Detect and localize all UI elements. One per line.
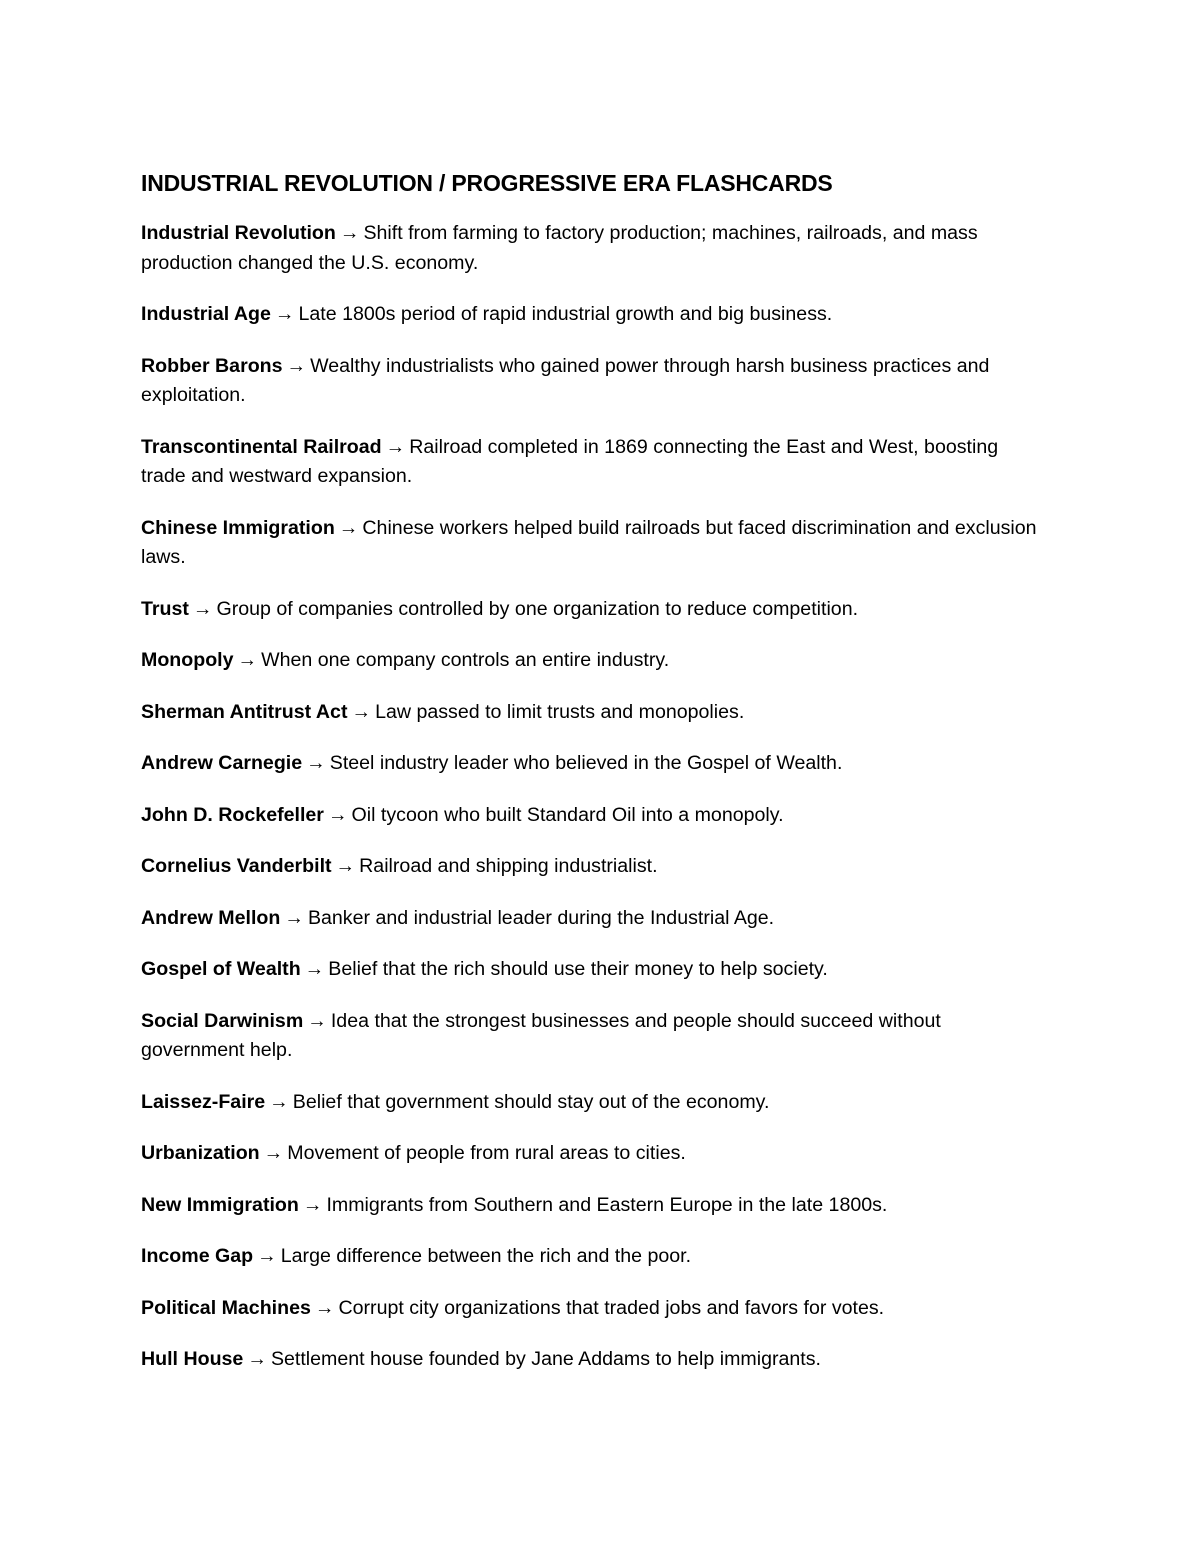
flashcard-entry: [141, 698, 1046, 728]
flashcard-definition: When one company controls an entire industry.: [261, 649, 670, 671]
flashcard-entry: [141, 433, 1046, 492]
arrow-icon: →: [351, 700, 372, 723]
flashcard-definition: Idea that the strongest businesses and people should succeed without government help.: [141, 1009, 941, 1061]
flashcard-entry: [141, 595, 1046, 625]
arrow-icon: →: [307, 1009, 327, 1032]
flashcard-term: Transcontinental Railroad: [141, 435, 382, 458]
flashcard-entry: [141, 749, 1046, 779]
flashcard-term: Chinese Immigration: [141, 516, 335, 539]
arrow-icon: →: [237, 649, 258, 671]
flashcard-entry: [141, 219, 1046, 278]
flashcard-entry: [141, 1345, 1046, 1375]
arrow-icon: →: [257, 1245, 277, 1267]
flashcard-entry: [141, 1191, 1046, 1221]
arrow-icon: →: [339, 222, 360, 244]
arrow-icon: →: [302, 1193, 323, 1216]
flashcard-term: Industrial Age: [141, 303, 271, 325]
flashcard-entry: [141, 1294, 1046, 1324]
flashcard-term: Hull House: [141, 1348, 244, 1370]
arrow-icon: →: [274, 303, 295, 325]
flashcard-term: Andrew Carnegie: [141, 752, 303, 774]
flashcard-definition: Belief that government should stay out of the economy.: [292, 1090, 770, 1113]
arrow-icon: →: [247, 1348, 267, 1370]
arrow-icon: →: [192, 597, 213, 620]
flashcard-term: New Immigration: [141, 1193, 299, 1216]
arrow-icon: →: [304, 958, 325, 980]
flashcard-entry: [141, 904, 1046, 934]
flashcard-definition: Settlement house founded by Jane Addams to help immigrants.: [270, 1348, 821, 1370]
flashcard-term: Andrew Mellon: [141, 906, 281, 929]
flashcard-definition: Law passed to limit trusts and monopolies.: [375, 700, 745, 723]
arrow-icon: →: [284, 906, 304, 929]
flashcard-term: Laissez-Faire: [141, 1090, 266, 1113]
flashcard-definition: Oil tycoon who built Standard Oil into a monopoly.: [351, 803, 784, 826]
arrow-icon: →: [263, 1142, 284, 1164]
flashcard-entry: [141, 1242, 1046, 1272]
flashcard-definition: Corrupt city organizations that traded jobs and favors for votes.: [338, 1296, 885, 1319]
flashcard-term: Urbanization: [141, 1142, 260, 1164]
flashcard-definition: Railroad and shipping industrialist.: [359, 855, 658, 877]
flashcard-entry: [141, 955, 1046, 985]
flashcard-definition: Immigrants from Southern and Eastern Europe in the late 1800s.: [326, 1193, 888, 1216]
arrow-icon: →: [269, 1090, 289, 1113]
flashcard-definition: Wealthy industrialists who gained power through harsh business practices and exploitation.: [141, 354, 990, 406]
flashcard-entry: [141, 1007, 1046, 1066]
flashcard-entry: [141, 801, 1046, 831]
flashcard-entry: [141, 514, 1046, 573]
flashcard-term: Political Machines: [141, 1296, 311, 1319]
arrow-icon: →: [306, 752, 326, 774]
arrow-icon: →: [314, 1296, 335, 1319]
document-body: [141, 167, 1046, 1397]
flashcard-entry: [141, 1088, 1046, 1118]
arrow-icon: →: [335, 855, 356, 877]
flashcard-term: Robber Barons: [141, 354, 283, 377]
flashcard-definition: Banker and industrial leader during the Industrial Age.: [307, 906, 775, 929]
flashcard-entry: [141, 646, 1046, 676]
flashcard-definition: Late 1800s period of rapid industrial growth and big business.: [298, 303, 833, 325]
flashcard-term: Social Darwinism: [141, 1009, 304, 1032]
arrow-icon: →: [327, 803, 348, 826]
flashcard-term: Sherman Antitrust Act: [141, 700, 348, 723]
flashcard-definition: Movement of people from rural areas to cities.: [287, 1142, 686, 1164]
arrow-icon: →: [338, 516, 359, 539]
flashcard-definition: Shift from farming to factory production; machines, railroads, and mass production changed the U.S. economy.: [141, 222, 978, 274]
flashcard-definition: Railroad completed in 1869 connecting the East and West, boosting trade and westward expansion.: [141, 435, 999, 487]
page-title: INDUSTRIAL REVOLUTION / PROGRESSIVE ERA FLASHCARDS: [141, 170, 833, 196]
flashcard-definition: Steel industry leader who believed in the Gospel of Wealth.: [329, 752, 843, 774]
flashcard-term: Income Gap: [141, 1245, 254, 1267]
flashcard-list: [141, 219, 1046, 1375]
arrow-icon: →: [286, 354, 307, 377]
flashcard-entry: [141, 1139, 1046, 1169]
arrow-icon: →: [385, 435, 406, 458]
flashcard-entry: [141, 300, 1046, 330]
flashcard-term: Trust: [141, 597, 189, 620]
flashcard-definition: Large difference between the rich and the poor.: [280, 1245, 692, 1267]
flashcard-term: Industrial Revolution: [141, 222, 336, 244]
flashcard-entry: [141, 352, 1046, 411]
flashcard-term: Monopoly: [141, 649, 234, 671]
flashcard-term: John D. Rockefeller: [141, 803, 324, 826]
flashcard-definition: Belief that the rich should use their money to help society.: [328, 958, 828, 980]
flashcard-term: Gospel of Wealth: [141, 958, 301, 980]
flashcard-entry: [141, 852, 1046, 882]
flashcard-definition: Chinese workers helped build railroads but faced discrimination and exclusion laws.: [141, 516, 1037, 568]
flashcard-definition: Group of companies controlled by one organization to reduce competition.: [216, 597, 859, 620]
flashcard-term: Cornelius Vanderbilt: [141, 855, 332, 877]
